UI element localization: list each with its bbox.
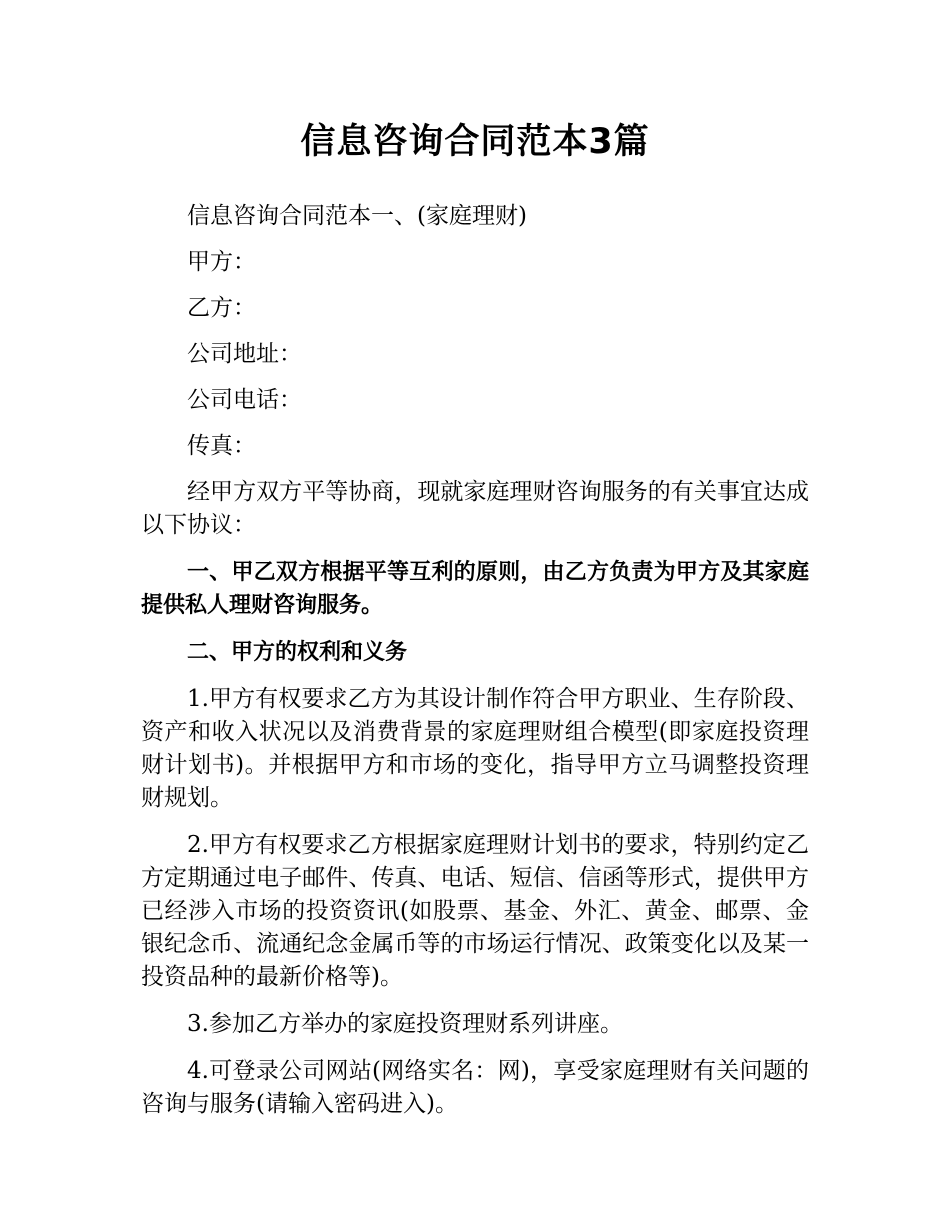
document-body — [141, 200, 809, 1135]
party-b-field: 乙方： — [187, 295, 256, 321]
document-title: 信息咨询合同范本3篇 — [300, 122, 650, 162]
clause-two-heading: 二、甲方的权利和义务 — [187, 640, 408, 665]
clause-2-1-paragraph: 1.甲方有权要求乙方为其设计制作符合甲方职业、生存阶段、资产和收入状况以及消费背景的家庭理财组合模型(即家庭投资理财计划书)。并根据甲方和市场的变化，指导甲方立马调整投资理财规划。 — [141, 686, 809, 811]
clause-2-3-paragraph: 3.参加乙方举办的家庭投资理财系列讲座。 — [187, 1011, 623, 1037]
agreement-intro-paragraph: 经甲方双方平等协商，现就家庭理财咨询服务的有关事宜达成以下协议： — [141, 479, 809, 538]
section-heading: 信息咨询合同范本一、(家庭理财) — [187, 203, 527, 229]
fax-field: 传真： — [187, 433, 256, 459]
clause-2-4-paragraph: 4.可登录公司网站(网络实名：网)，享受家庭理财有关问题的咨询与服务(请输入密码进入)。 — [141, 1058, 809, 1117]
company-address-field: 公司地址： — [187, 341, 302, 367]
company-phone-field: 公司电话： — [187, 387, 302, 413]
party-a-field: 甲方： — [187, 249, 256, 275]
clause-one-paragraph: 一、甲乙双方根据平等互利的原则，由乙方负责为甲方及其家庭提供私人理财咨询服务。 — [141, 560, 809, 618]
clause-2-2-paragraph: 2.甲方有权要求乙方根据家庭理财计划书的要求，特别约定乙方定期通过电子邮件、传真、电话、短信、信函等形式，提供甲方已经涉入市场的投资资讯(如股票、基金、外汇、黄金、邮票、金银纪念币、流通纪念金属币等的市场运行情况、政策变化以及某一投资品种的最新价格等)。 — [141, 832, 809, 990]
